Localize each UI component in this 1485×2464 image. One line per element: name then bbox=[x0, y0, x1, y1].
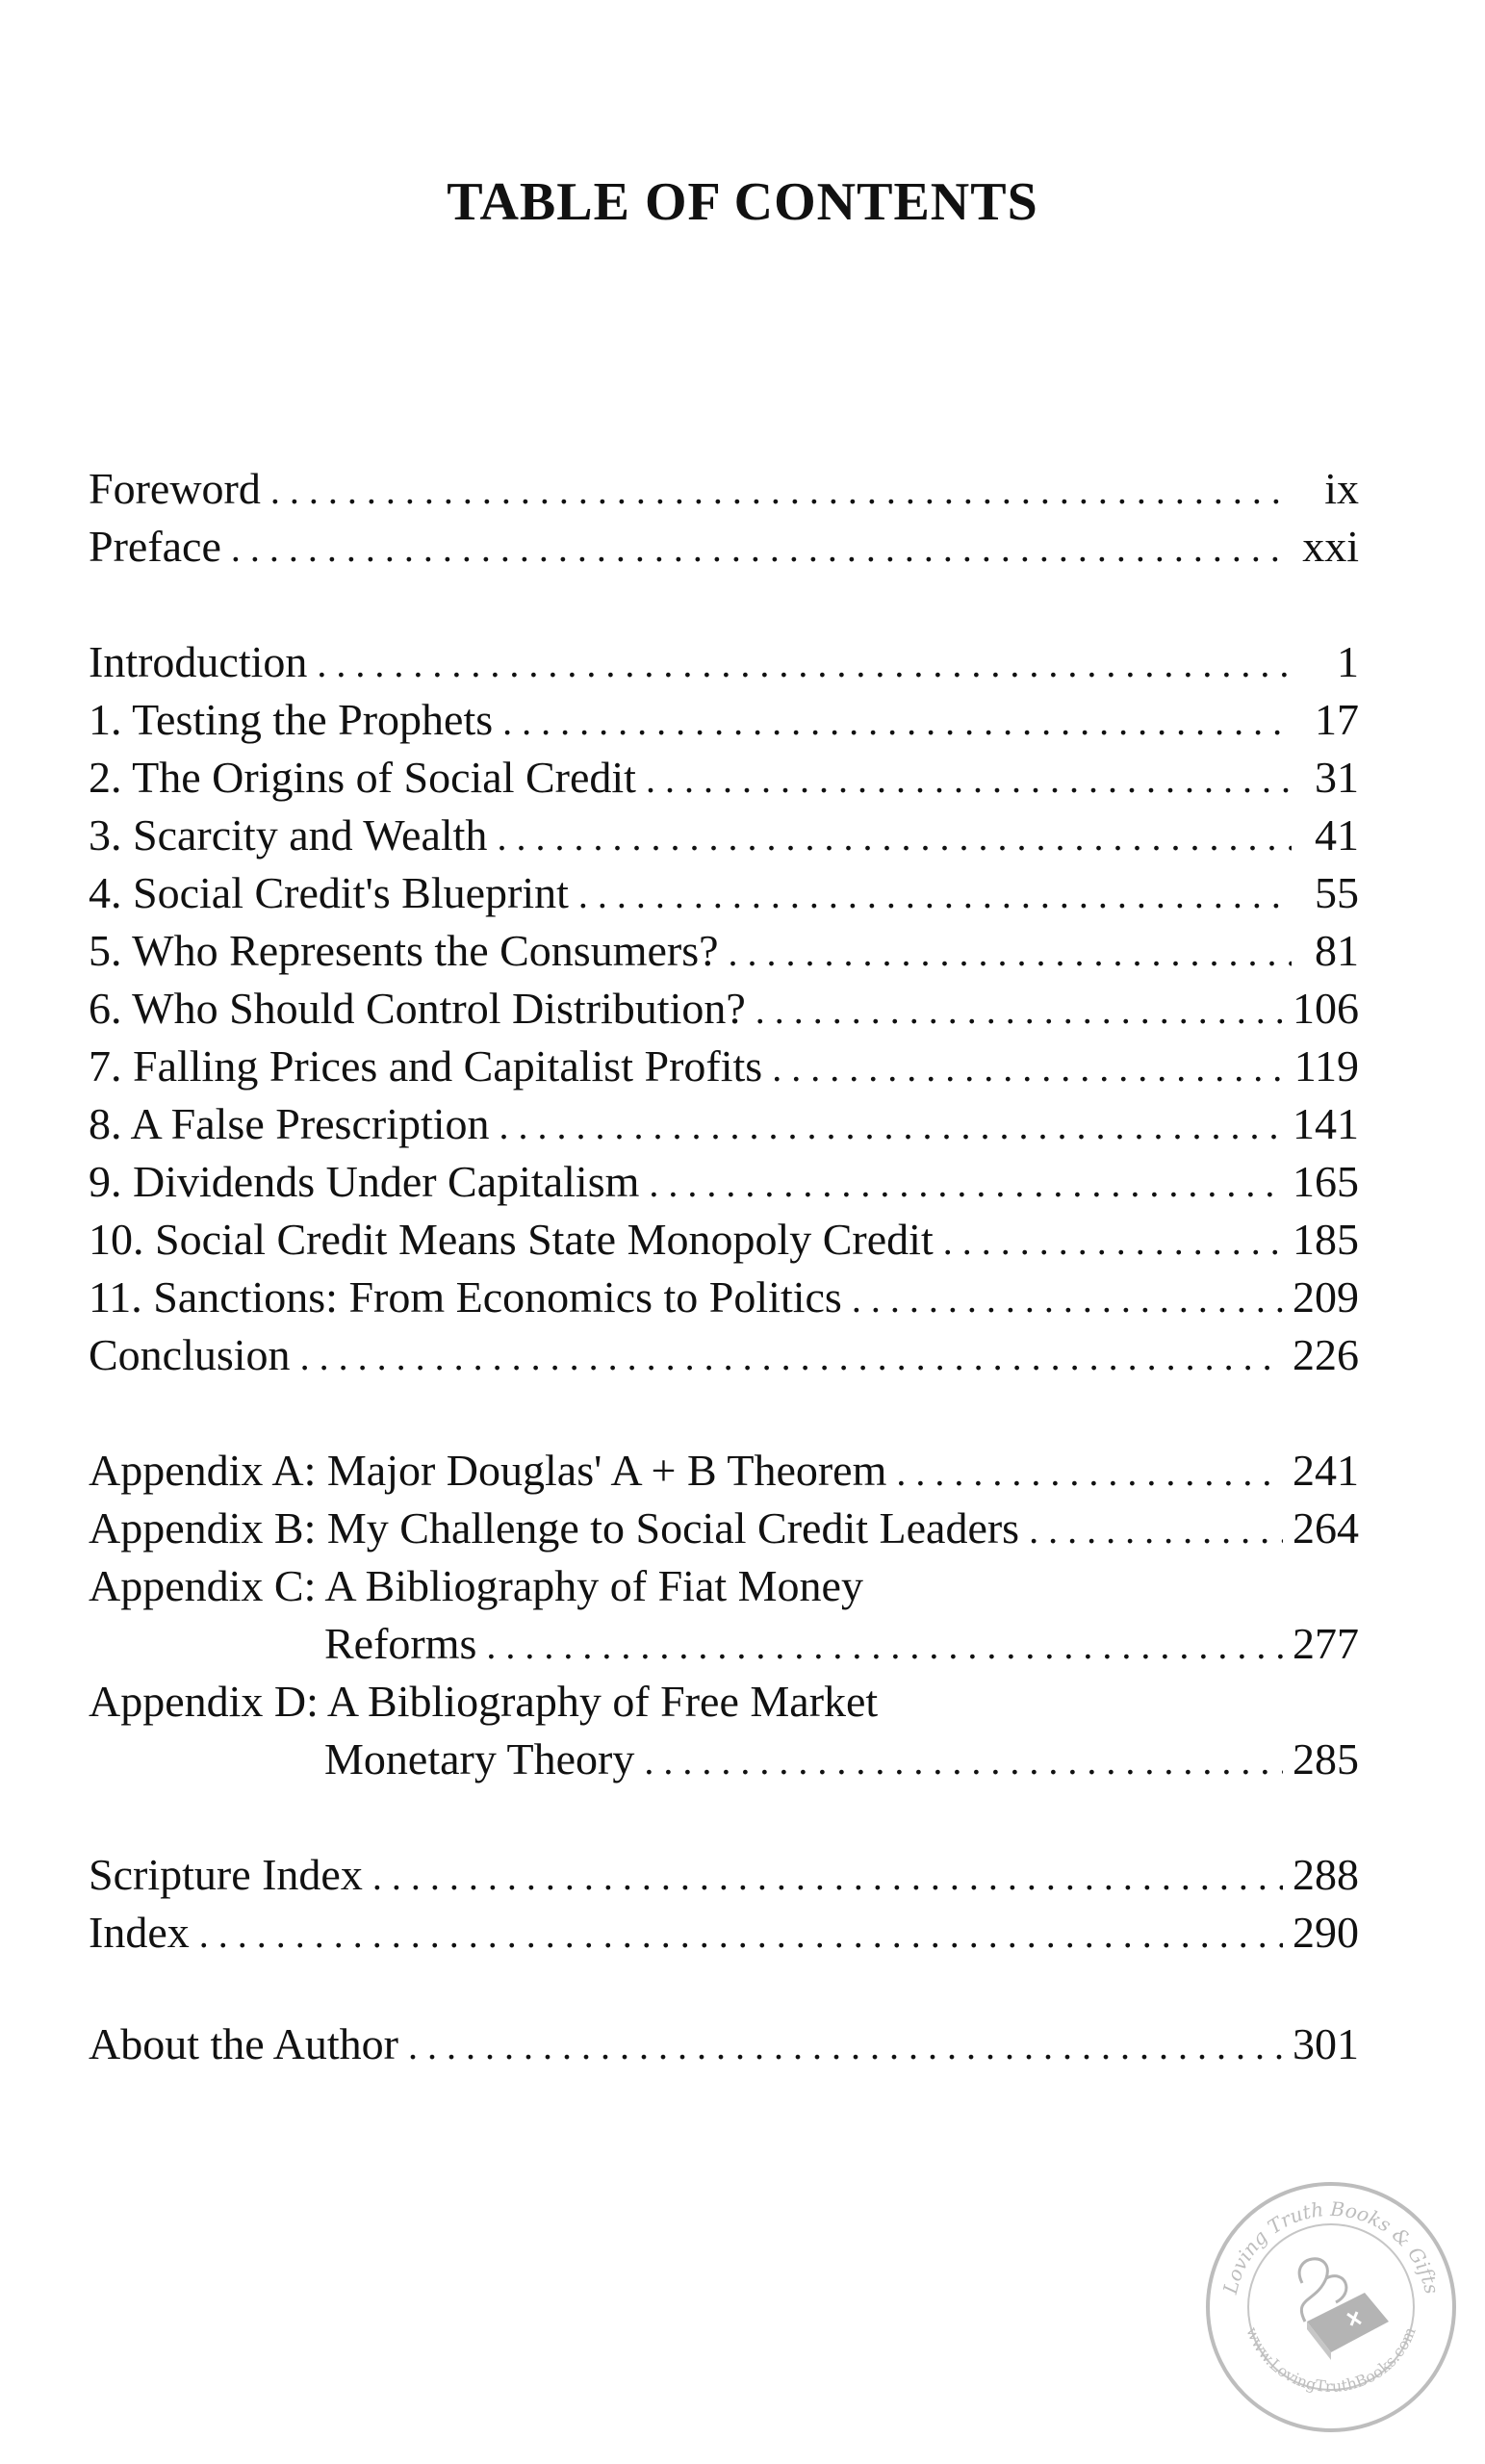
toc-entry-page: 55 bbox=[1315, 868, 1359, 917]
toc-entry-page: 209 bbox=[1293, 1272, 1359, 1322]
toc-entry-label: Introduction bbox=[89, 637, 308, 686]
toc-entry-label: Preface bbox=[89, 522, 221, 571]
toc-group-front-matter bbox=[89, 460, 1359, 576]
dot-leader bbox=[270, 462, 1292, 520]
dot-leader bbox=[317, 635, 1292, 693]
toc-group-chapters bbox=[89, 633, 1359, 1384]
toc-entry-label: Appendix B: My Challenge to Social Credit Leaders bbox=[89, 1503, 1020, 1553]
toc-entry-page: 81 bbox=[1315, 926, 1359, 975]
toc-entry[interactable] bbox=[89, 633, 1359, 691]
toc-entry-page: 119 bbox=[1293, 1041, 1359, 1091]
dot-leader bbox=[300, 1328, 1283, 1386]
toc-entry-label: Conclusion bbox=[89, 1330, 291, 1379]
dot-leader bbox=[646, 751, 1292, 808]
toc-entry-label: Appendix D: A Bibliography of Free Market bbox=[89, 1677, 879, 1726]
toc-entry-page: 31 bbox=[1315, 753, 1359, 802]
toc-entry-continuation[interactable] bbox=[89, 1615, 1359, 1673]
toc-entry[interactable] bbox=[89, 807, 1359, 864]
toc-entry-label: Index bbox=[89, 1908, 190, 1957]
dot-leader bbox=[408, 2017, 1283, 2075]
toc-entry[interactable] bbox=[89, 1846, 1359, 1904]
toc-entry-page: ix bbox=[1324, 464, 1359, 513]
dot-leader bbox=[644, 1732, 1283, 1790]
svg-text:Loving Truth Books & Gifts: Loving Truth Books & Gifts bbox=[1217, 2196, 1445, 2297]
toc-entry-label: 3. Scarcity and Wealth bbox=[89, 810, 488, 860]
toc-entry-label: Appendix A: Major Douglas' A + B Theorem bbox=[89, 1446, 887, 1495]
toc-entry-label: 9. Dividends Under Capitalism bbox=[89, 1157, 640, 1206]
dot-leader bbox=[1029, 1502, 1283, 1559]
dot-leader bbox=[499, 1097, 1283, 1155]
toc-entry[interactable] bbox=[89, 1326, 1359, 1384]
toc-entry[interactable] bbox=[89, 1442, 1359, 1500]
watermark-stamp bbox=[1201, 2177, 1461, 2437]
toc-entry-label: 5. Who Represents the Consumers? bbox=[89, 926, 719, 975]
toc-entry[interactable] bbox=[89, 749, 1359, 807]
toc-entry-continuation-label: Reforms bbox=[324, 1619, 477, 1668]
page-title: TABLE OF CONTENTS bbox=[447, 172, 1038, 232]
toc-entry[interactable] bbox=[89, 460, 1359, 518]
toc-entry-label: 2. The Origins of Social Credit bbox=[89, 753, 636, 802]
toc-entry[interactable] bbox=[89, 922, 1359, 980]
toc-entry-page: 141 bbox=[1293, 1099, 1359, 1148]
dot-leader bbox=[649, 1155, 1283, 1213]
toc-entry-label: 6. Who Should Control Distribution? bbox=[89, 984, 746, 1033]
toc-entry-label: 7. Falling Prices and Capitalist Profits bbox=[89, 1041, 763, 1091]
toc-entry[interactable] bbox=[89, 1211, 1359, 1269]
dot-leader bbox=[497, 808, 1292, 866]
dot-leader bbox=[372, 1848, 1283, 1906]
toc-entry[interactable] bbox=[89, 980, 1359, 1038]
toc-entry-page: 264 bbox=[1293, 1503, 1359, 1553]
toc-entry-page: 185 bbox=[1293, 1215, 1359, 1264]
toc-entry-label: Scripture Index bbox=[89, 1850, 363, 1899]
toc-entry-page: 17 bbox=[1315, 695, 1359, 744]
toc-entry-continuation-label: Monetary Theory bbox=[324, 1734, 635, 1784]
toc-group-appendices bbox=[89, 1442, 1359, 1788]
toc-entry-page: 41 bbox=[1315, 810, 1359, 860]
toc-entry[interactable] bbox=[89, 1557, 1359, 1615]
toc-entry[interactable] bbox=[89, 1153, 1359, 1211]
toc-entry-label: 8. A False Prescription bbox=[89, 1099, 490, 1148]
dot-leader bbox=[578, 866, 1292, 924]
dot-leader bbox=[896, 1444, 1283, 1502]
dot-leader bbox=[852, 1270, 1283, 1328]
toc-entry[interactable] bbox=[89, 1673, 1359, 1731]
toc-entry-label: Appendix C: A Bibliography of Fiat Money bbox=[89, 1561, 863, 1610]
dot-leader bbox=[943, 1213, 1283, 1270]
toc-entry-page: 226 bbox=[1293, 1330, 1359, 1379]
toc-entry-page: xxi bbox=[1302, 522, 1359, 571]
toc-entry-label: 4. Social Credit's Blueprint bbox=[89, 868, 569, 917]
toc-entry-page: 277 bbox=[1293, 1619, 1359, 1668]
toc-entry-label: About the Author bbox=[89, 2019, 398, 2068]
toc-entry-label: 11. Sanctions: From Economics to Politics bbox=[89, 1272, 842, 1322]
dot-leader bbox=[729, 924, 1292, 982]
svg-text:www.LovingTruthBooks.com: www.LovingTruthBooks.com bbox=[1242, 2324, 1420, 2397]
dot-leader bbox=[486, 1617, 1283, 1675]
toc-entry[interactable] bbox=[89, 691, 1359, 749]
toc-group-indexes bbox=[89, 1846, 1359, 1962]
toc-entry[interactable] bbox=[89, 2015, 1359, 2073]
toc-entry-continuation[interactable] bbox=[89, 1731, 1359, 1788]
toc-entry-page: 288 bbox=[1293, 1850, 1359, 1899]
toc-entry[interactable] bbox=[89, 1904, 1359, 1962]
toc-entry-page: 241 bbox=[1293, 1446, 1359, 1495]
dot-leader bbox=[772, 1040, 1285, 1097]
toc-entry-label: 1. Testing the Prophets bbox=[89, 695, 494, 744]
dot-leader bbox=[231, 520, 1292, 578]
toc-entry[interactable] bbox=[89, 518, 1359, 576]
toc-entry-label: 10. Social Credit Means State Monopoly Credit bbox=[89, 1215, 934, 1264]
toc-entry-page: 106 bbox=[1293, 984, 1359, 1033]
toc-entry[interactable] bbox=[89, 1038, 1359, 1095]
dot-leader bbox=[502, 693, 1292, 751]
toc-entry-page: 165 bbox=[1293, 1157, 1359, 1206]
toc-entry-page: 290 bbox=[1293, 1908, 1359, 1957]
toc-entry[interactable] bbox=[89, 864, 1359, 922]
toc-entry-label: Foreword bbox=[89, 464, 261, 513]
toc-entry[interactable] bbox=[89, 1500, 1359, 1557]
toc-entry[interactable] bbox=[89, 1269, 1359, 1326]
bible-with-ribbon-icon bbox=[1201, 2177, 1461, 2437]
dot-leader bbox=[199, 1906, 1283, 1964]
dot-leader bbox=[755, 982, 1283, 1040]
toc-entry[interactable] bbox=[89, 1095, 1359, 1153]
toc-entry-page: 301 bbox=[1293, 2019, 1359, 2068]
table-of-contents bbox=[89, 460, 1359, 2073]
toc-entry-page: 285 bbox=[1293, 1734, 1359, 1784]
toc-entry-page: 1 bbox=[1337, 637, 1359, 686]
toc-group-back-matter bbox=[89, 2015, 1359, 2073]
